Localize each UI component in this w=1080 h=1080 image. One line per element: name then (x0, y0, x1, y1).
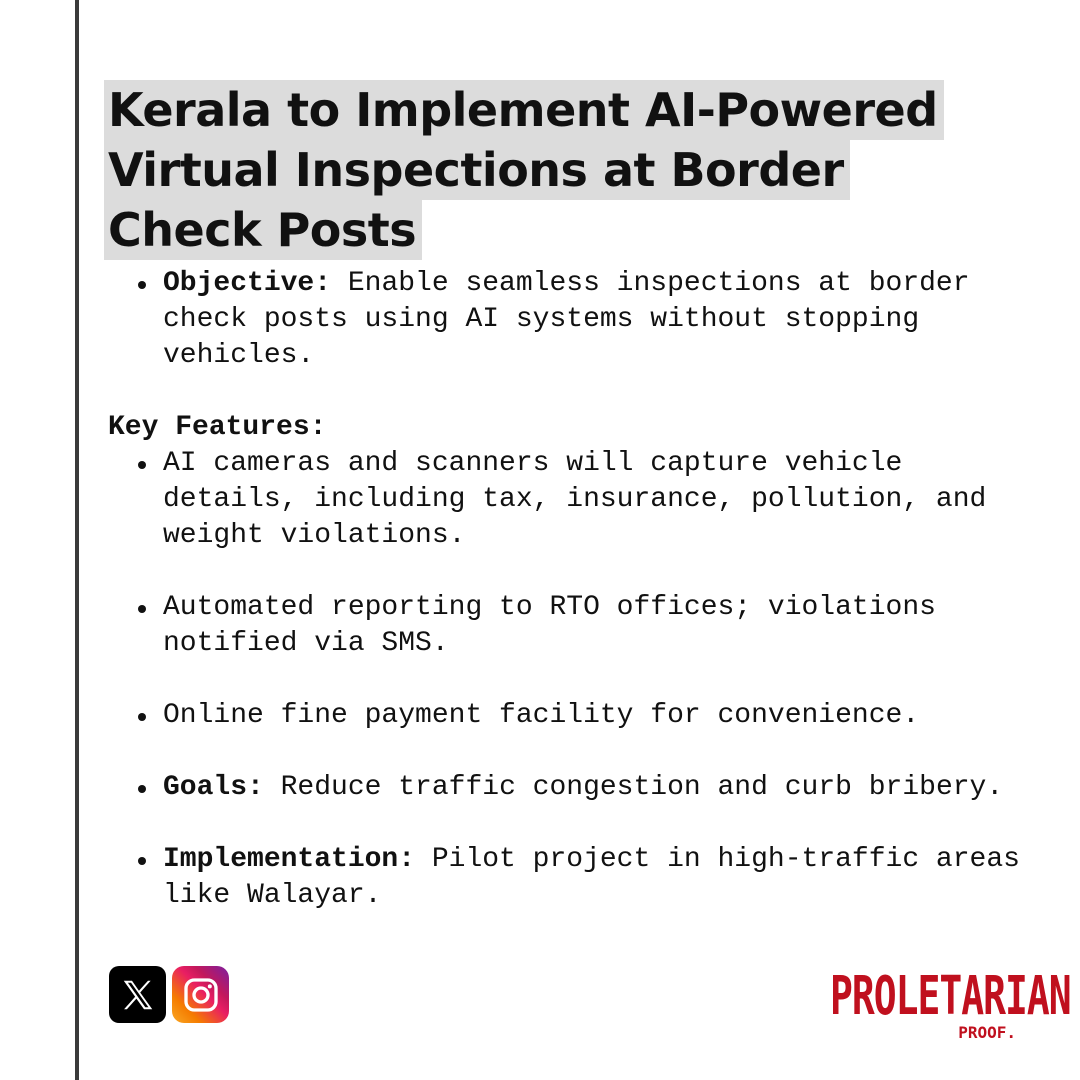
bullet-icon (138, 461, 146, 469)
features-list (108, 446, 1048, 914)
bullet-icon (138, 713, 146, 721)
feature-text: AI cameras and scanners will capture vehicle details, including tax, insurance, pollution, and weight violations. (163, 448, 987, 551)
feature-text: Automated reporting to RTO offices; violations notified via SMS. (163, 592, 936, 659)
headline-line: Kerala to Implement AI-Powered (104, 80, 944, 140)
list-item (108, 698, 1048, 734)
list-item-goals (108, 770, 1048, 806)
headline-line: Check Posts (104, 200, 422, 260)
list-item (108, 446, 1048, 554)
objective-list (108, 266, 1048, 374)
feature-text: Online fine payment facility for convenience. (163, 700, 920, 731)
implementation-text: Pilot project in high-traffic areas like Walayar. (163, 844, 1020, 911)
brand-subtitle: PROOF. (958, 1023, 1016, 1042)
bullet-icon (138, 857, 146, 865)
bullet-icon (138, 281, 146, 289)
brand-logo (830, 958, 1071, 1042)
key-features-heading: Key Features: (108, 412, 327, 443)
left-divider (75, 0, 79, 1080)
bullet-icon (138, 785, 146, 793)
list-item (108, 590, 1048, 662)
list-item-objective (108, 266, 1048, 374)
goals-text: Reduce traffic congestion and curb bribery. (263, 772, 1004, 803)
list-item-implementation (108, 842, 1048, 914)
objective-label: Objective: (163, 268, 332, 299)
objective-text: Enable seamless inspections at border check posts using AI systems without stopping vehicles. (163, 268, 970, 371)
article-body (108, 266, 1048, 914)
instagram-icon[interactable] (172, 966, 229, 1023)
x-icon[interactable] (109, 966, 166, 1023)
bullet-icon (138, 605, 146, 613)
brand-name: PROLETARIAN (830, 965, 1071, 1027)
social-links (109, 966, 229, 1023)
headline-line: Virtual Inspections at Border (104, 140, 850, 200)
goals-label: Goals: (163, 772, 264, 803)
headline (104, 80, 964, 260)
implementation-label: Implementation: (163, 844, 416, 875)
